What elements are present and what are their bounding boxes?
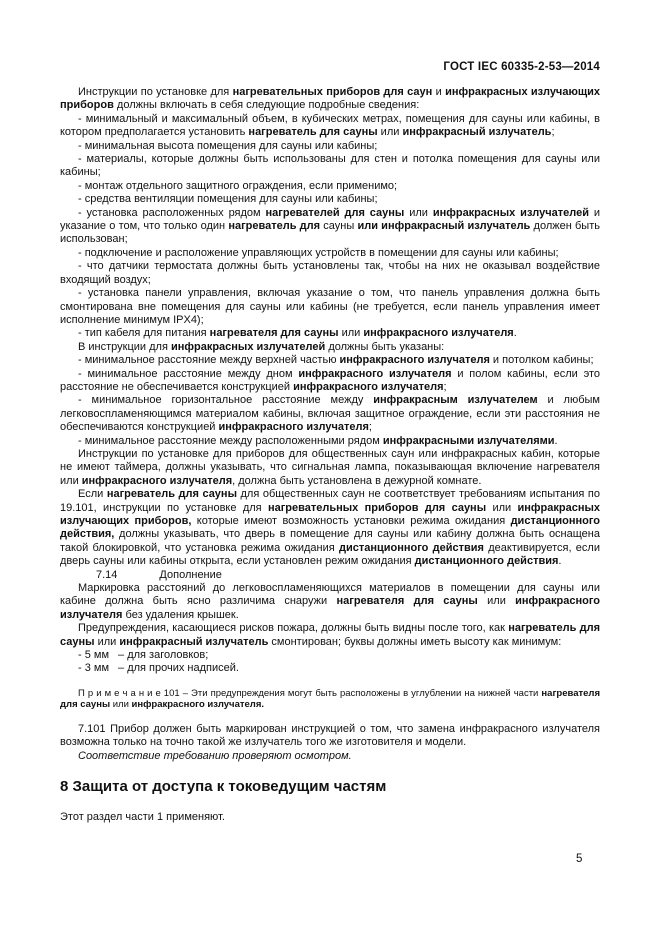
text-run: Если <box>78 488 107 501</box>
text-run: инфракрасного излучателя <box>218 421 369 434</box>
text-run: или <box>404 206 433 219</box>
text-run: инфракрасным излучателем <box>373 394 538 407</box>
text-run: нагревателей для сауны <box>265 206 405 219</box>
text-run: 7.101 Прибор должен быть маркирован инструкцией о том, что замена инфракрасного излучателя возможна только на точно такой же излучатель того же изготовителя и модели. <box>60 722 600 749</box>
text-run: должны указывать, что дверь в помещение для сауны или кабину должна быть оснащена такой блокировкой, что установка режима ожидания <box>60 528 600 554</box>
text-run: дистанционного действия <box>414 555 559 568</box>
text-run: нагреватель для сауны <box>60 622 600 648</box>
text-run: и полом кабины, если это расстояние не обеспечивается конструкцией <box>60 367 601 393</box>
text-run: инфракрасных излучателей <box>170 340 326 353</box>
text-run: - минимальное горизонтальное расстояние между <box>78 394 374 407</box>
text-run: должен быть использован; <box>60 220 600 246</box>
text-run: инфракрасного излучателя <box>339 354 490 367</box>
text-run: 7.14 <box>96 568 118 581</box>
text-run: или <box>486 501 518 514</box>
text-run: дистанционного действия <box>338 541 484 554</box>
text-run: или <box>338 327 364 340</box>
text-run: - минимальное расстояние между расположенными рядом <box>78 434 383 447</box>
paragraph <box>60 368 600 395</box>
text-run: Соответствие требованию проверяют осмотром. <box>78 749 352 762</box>
paragraph <box>60 662 600 675</box>
paragraph <box>60 811 600 824</box>
text-run: и любым легковоспламеняющимся материалом кабины, включая защитное ограждение, если эти расстояния не обеспечиваются конструкцией <box>60 394 600 434</box>
text-run: для общественных саун не соответствует требованиям испытания по 19.101, инструкции по установке для <box>60 488 600 514</box>
text-run: смонтирован; буквы должны иметь высоту как минимум: <box>268 635 562 648</box>
text-run: - тип кабеля для питания <box>78 327 210 340</box>
text-run: инфракрасного излучателя <box>60 595 600 621</box>
text-run: дистанционного действия, <box>60 515 600 541</box>
text-run: - минимальное расстояние между верхней частью <box>78 354 340 367</box>
text-run: ; <box>368 421 372 434</box>
text-run: инфракрасный излучатель <box>119 635 269 648</box>
text-run: – для заголовков; <box>118 649 209 662</box>
paragraph <box>60 723 600 750</box>
text-run: Инструкции по установке для приборов для общественных саун или инфракрасных кабин, которые не имеют таймера, должны указывать, что сигнальная лампа, показывающая включение нагревателя или <box>60 447 600 487</box>
text-run: должны включать в себя следующие подробные сведения: <box>113 99 420 112</box>
text-run: без удаления крышек. <box>122 608 239 621</box>
paragraph <box>60 488 600 568</box>
text-run: - подключение и расположение управляющих устройств в помещении для сауны или кабины; <box>78 246 559 259</box>
paragraph <box>60 341 600 354</box>
text-run: - 5 мм <box>78 649 110 662</box>
text-run: должны быть указаны: <box>325 340 445 353</box>
text-run: инфракрасных излучающих приборов, <box>60 501 600 527</box>
paragraph <box>60 622 600 649</box>
paragraph <box>60 394 600 434</box>
text-run: - 3 мм <box>78 662 110 675</box>
paragraph <box>60 86 600 113</box>
text-run: . <box>513 327 517 340</box>
paragraph <box>60 180 600 193</box>
paragraph <box>60 750 600 763</box>
text-run: ; <box>551 126 555 139</box>
text-run: инфракрасного излучателя <box>81 474 233 487</box>
paragraph <box>60 649 600 662</box>
text-run: - минимальная высота помещения для сауны или кабины; <box>78 139 378 152</box>
paragraph <box>60 327 600 340</box>
text-run: - что датчики термостата должны быть установлены так, чтобы на них не оказывал воздействие входящий воздух; <box>60 260 600 286</box>
paragraph <box>60 569 600 582</box>
paragraph <box>60 153 600 180</box>
text-run: - минимальное расстояние между дном <box>78 367 299 380</box>
paragraph <box>60 435 600 448</box>
text-run: Дополнение <box>159 568 222 581</box>
text-run: П р и м е ч а н и е 101 – Эти предупреждения могут быть расположены в углублении на нижней части <box>78 687 542 699</box>
paragraph <box>60 113 600 140</box>
text-run: . <box>554 434 558 447</box>
text-run: инфракрасного излучателя <box>293 380 444 393</box>
text-run: 8 Защита от доступа к токоведущим частям <box>60 777 387 795</box>
text-run: - установка расположенных рядом <box>78 206 266 219</box>
text-run: или <box>377 126 403 139</box>
text-run: инфракрасного излучателя. <box>131 699 265 711</box>
text-run: . <box>558 555 562 568</box>
text-run: нагреватель для сауны <box>248 126 378 139</box>
text-run: - материалы, которые должны быть использованы для стен и потолка помещения для сауны или кабины; <box>60 153 600 179</box>
document-content <box>60 86 600 824</box>
text-run: или инфракрасный излучатель <box>357 220 531 233</box>
paragraph <box>60 247 600 260</box>
text-run: В инструкции для <box>78 340 171 353</box>
paragraph <box>60 688 600 711</box>
text-run: - минимальный и максимальный объем, в кубических метрах, помещения для сауны или кабины, в котором предполагается установить <box>60 112 600 139</box>
text-run: или <box>94 635 120 648</box>
text-run: нагревателя для сауны <box>60 687 600 711</box>
text-run: Маркировка расстояний до легковоспламеняющихся материалов в помещении для сауны или кабине должна быть ясно различима снаружи <box>60 582 600 608</box>
text-run: нагревательных приборов для сауны <box>267 501 487 514</box>
text-run: нагревателя для сауны <box>209 327 339 340</box>
paragraph <box>60 448 600 488</box>
paragraph <box>60 140 600 153</box>
text-run: инфракрасных излучающих приборов <box>60 86 600 112</box>
section-heading <box>60 778 600 796</box>
text-run: или <box>477 595 516 608</box>
text-run: инфракрасного излучателя <box>363 327 514 340</box>
text-run: нагревателя для сауны <box>336 595 478 608</box>
text-run: нагреватель для сауны <box>106 488 237 501</box>
page-number: 5 <box>576 853 583 865</box>
paragraph <box>60 287 600 327</box>
text-run: сауны <box>320 220 358 233</box>
text-run: деактивируется, если дверь сауны или кабины открыта, если установлен режим ожидания <box>60 541 600 568</box>
text-run: Этот раздел части 1 применяют. <box>60 810 225 823</box>
text-run: которые имеют возможность установки режима ожидания <box>191 515 511 527</box>
paragraph <box>60 582 600 622</box>
text-run: Инструкции по установке для <box>78 86 233 98</box>
text-run: - монтаж отдельного защитного ограждения, если применимо; <box>78 179 398 192</box>
text-run: инфракрасного излучателя <box>298 367 452 380</box>
text-run: , должна быть установлена в дежурной комнате. <box>232 474 482 487</box>
text-run: - установка панели управления, включая указание о том, что панель управления должна быть смонтирована вне помещения для сауны или кабины (не требуется, если панель управления имеет исполнение минимум IPX4); <box>60 287 600 326</box>
paragraph <box>60 260 600 287</box>
text-run: и <box>432 86 446 98</box>
paragraph <box>60 354 600 367</box>
paragraph <box>60 193 600 206</box>
text-run: или <box>110 699 132 711</box>
text-run: нагревательных приборов для саун <box>232 86 433 98</box>
text-run: ; <box>443 380 447 393</box>
text-run: инфракрасными излучателями <box>382 434 555 447</box>
text-run: Предупреждения, касающиеся рисков пожара, должны быть видны после того, как <box>78 622 509 635</box>
text-run: инфракрасный излучатель <box>402 126 552 139</box>
text-run: нагреватель для <box>228 220 321 233</box>
paragraph <box>60 207 600 247</box>
text-run: - средства вентиляции помещения для сауны или кабины; <box>78 193 378 206</box>
text-run: – для прочих надписей. <box>118 662 239 675</box>
text-run: инфракрасных излучателей <box>432 206 589 219</box>
text-run: и потолком кабины; <box>489 354 594 367</box>
text-run: и указание о том, что только один <box>60 206 600 233</box>
page-header: ГОСТ IEC 60335-2-53—2014 <box>443 61 600 73</box>
